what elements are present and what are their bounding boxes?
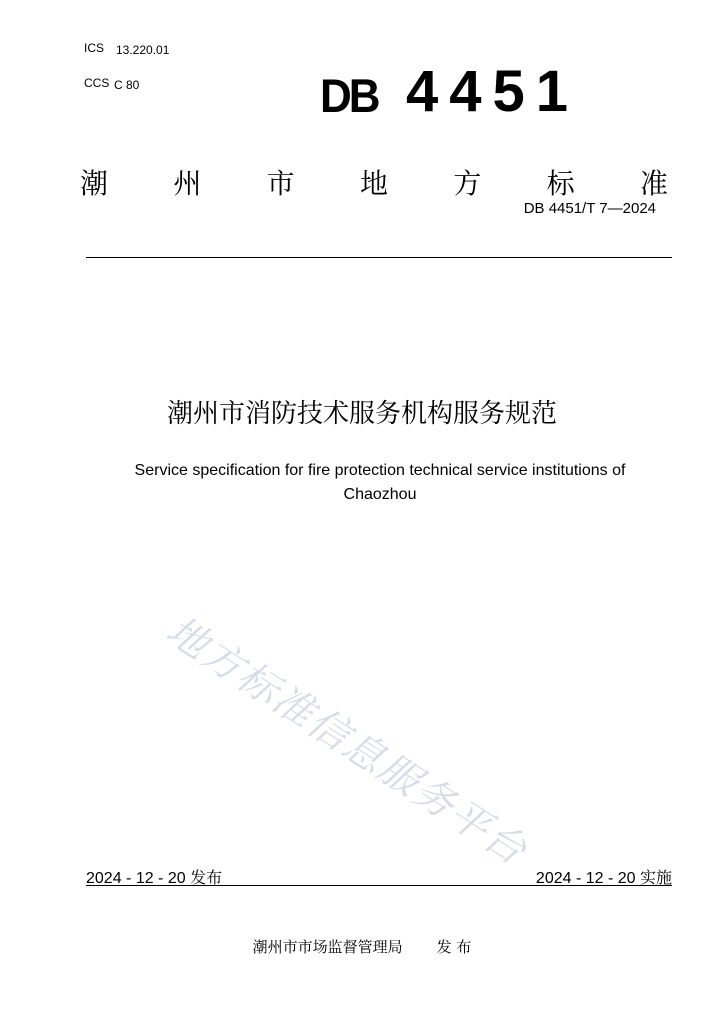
issuer-name: 潮州市市场监督管理局 <box>252 938 403 956</box>
document-title-en: Service specification for fire protection technical service institutions of Chaozhou <box>134 462 626 503</box>
top-divider <box>86 257 672 258</box>
watermark: 地方标准信息服务平台 <box>158 607 536 875</box>
standard-type-char: 准 <box>639 167 668 200</box>
ccs-label: CCS <box>84 76 110 90</box>
bottom-divider <box>86 885 672 886</box>
publish-date: 2024 - 12 - 20 发布 <box>86 870 223 887</box>
ics-label: ICS <box>84 41 105 55</box>
ccs-value: C 80 <box>114 78 140 92</box>
standard-number: DB 4451/T 7—2024 <box>523 200 656 217</box>
standard-type-heading <box>80 162 668 202</box>
implement-date: 2024 - 12 - 20 实施 <box>535 870 672 887</box>
issuer-line <box>0 936 724 957</box>
issue-word: 发 布 <box>436 938 472 956</box>
ics-value: 13.220.01 <box>116 43 170 57</box>
standard-logo <box>320 58 620 124</box>
standard-type-char: 方 <box>453 167 482 200</box>
document-title-zh: 潮州市消防技术服务机构服务规范 <box>166 399 557 429</box>
standard-type-char: 州 <box>173 167 202 200</box>
standard-type-char: 潮 <box>80 167 109 200</box>
standard-type-char: 地 <box>359 167 388 200</box>
standard-type-char: 市 <box>266 167 295 200</box>
logo-code: 4451 <box>406 59 580 124</box>
standard-type-char: 标 <box>546 167 575 200</box>
logo-prefix: DB <box>320 70 378 123</box>
